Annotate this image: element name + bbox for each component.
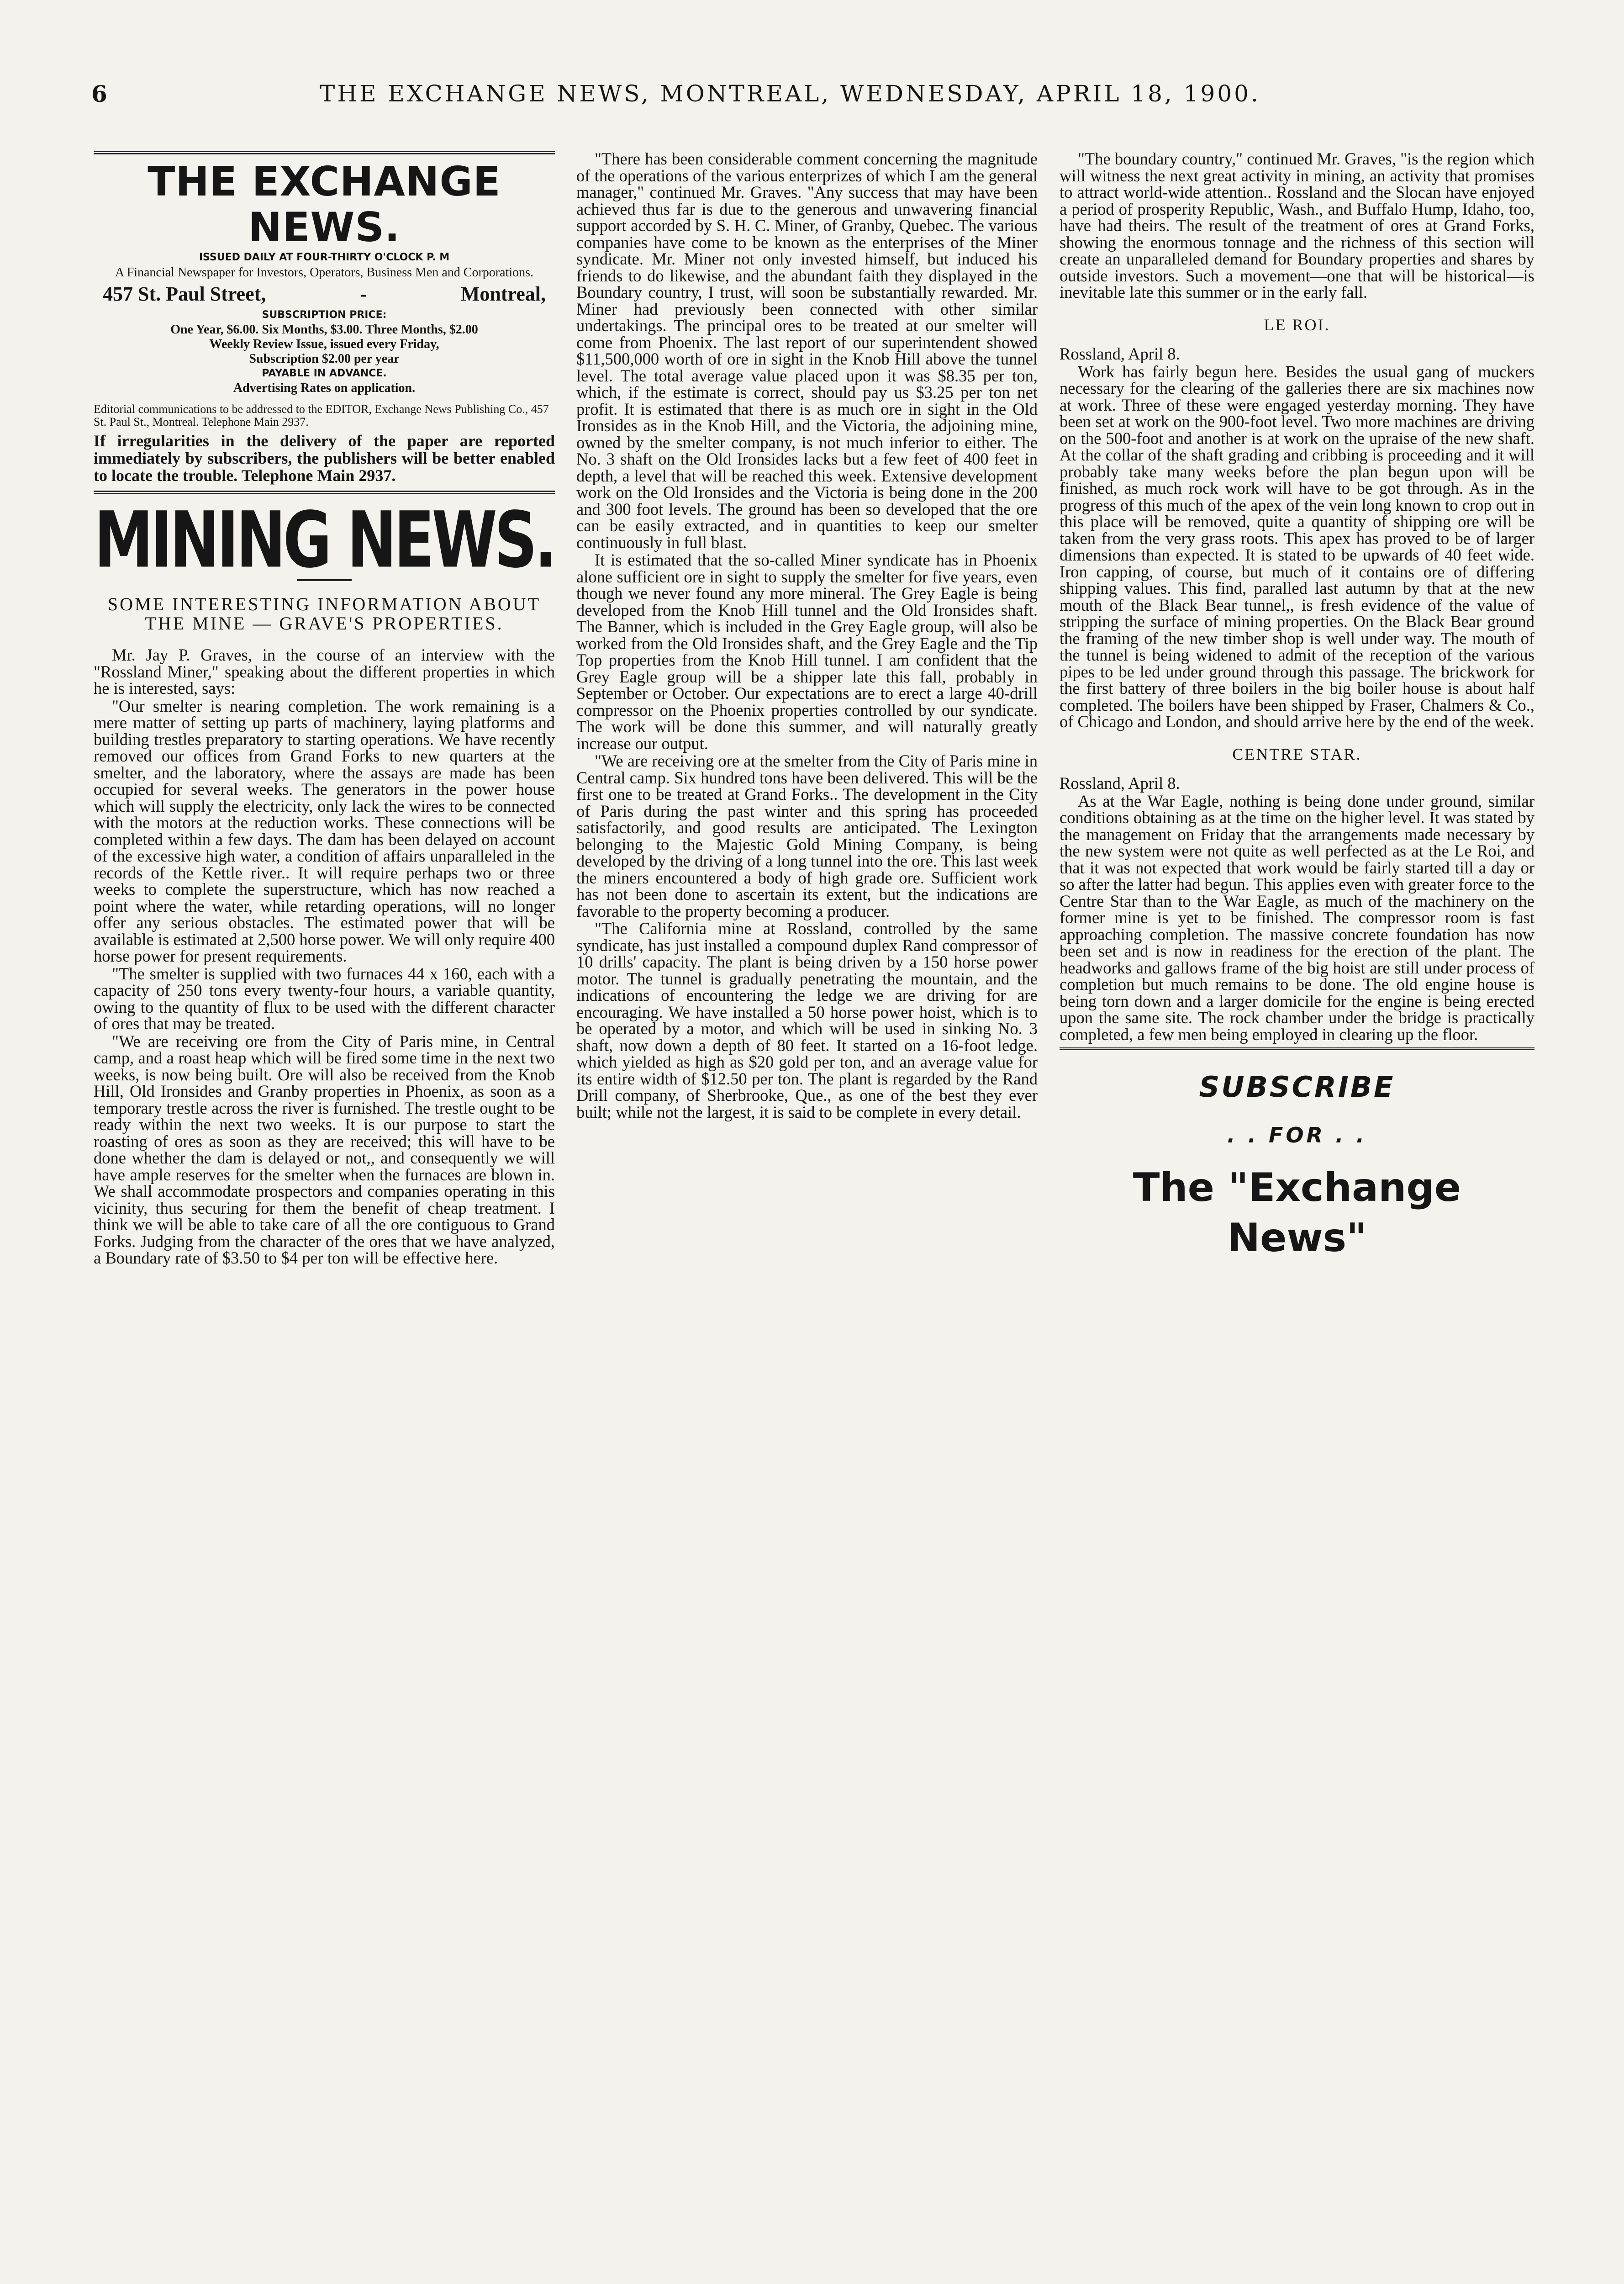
centre-star-dateline: Rossland, April 8. <box>1060 774 1180 793</box>
weekly-review: Weekly Review Issue, issued every Friday, <box>209 337 439 351</box>
le-roi-dateline: Rossland, April 8. <box>1060 344 1180 363</box>
article-paragraph: "We are receiving ore from the City of Paris mine, in Central camp, and a roast heap which will be fired some time in the next two weeks, is now being built. Ore will also be received from the Knob Hill, Old Ironsides and Granby properties in Phoenix, as soon as a temporary trestle across the river is furnished. The trestle ought to be ready within the next two weeks. It is our purpose to start the roasting of ores as soon as they are received; this will have to be done whether the dam is delayed or not,, and consequently we will have ample reserves for the smelter when the furnaces are blown in. We shall accommodate prospectors and companies operating in this vicinity, thus securing for them the benefit of cheap treatment. I think we will be able to take care of all the ore contiguous to Grand Forks. Judging from the character of the ores that we have analyzed, a Boundary rate of $3.50 to $4 per ton will be effective here. <box>94 1031 555 1267</box>
delivery-notice: If irregularities in the delivery of the paper are reported immediately by subscribers, the publishers will be better enabled to locate the trouble. Telephone Main 2937. <box>94 432 555 485</box>
article-paragraph: "We are receiving ore at the smelter from the City of Paris mine in Central camp. Six hundred tons have been delivered. This will be the first one to be treated at Grand Forks.. The development in the City of Paris during the past winter and this spring has proceeded satisfactorily, and good results are anticipated. The Lexington belonging to the Majestic Gold Mining Company, is being developed by the driving of a long tunnel into the ore. This last week the miners encountered a body of high grade ore. Sufficient work has not been done to ascertain its extent, but the indications are favorable to the property becoming a producer. <box>576 751 1038 920</box>
advert-subscribe: SUBSCRIBE <box>1199 1070 1395 1104</box>
centre-star-paragraph: As at the War Eagle, nothing is being done under ground, similar conditions obtaining as at the time on the higher level. It was stated by the management on Friday that the arrangements made necessary by the new system were not quite as well perfected as at the Le Roi, and that it was not expected that work would be fairly started till a day or so after the latter had begun. This applies even with greater force to the Centre Star than to the War Eagle, as much of the machinery on the former mine is yet to be finished. The compressor room is fast approaching completion. The massive concrete foundation has now been set and is now in readiness for the erection of the plant. The headworks and gallows frame of the big hoist are still under process of completion but much remains to be done. The old engine house is being torn down and a larger domicile for the engine is being erected upon the same site. The rock chamber under the bridge is practically completed, a few men being employed in clearing up the floor. <box>1060 791 1534 1044</box>
section-title: MINING NEWS. <box>94 495 554 585</box>
article-paragraph: "The boundary country," continued Mr. Graves, "is the region which will witness the next great activity in mining, an activity that promises to attract world-wide attention.. Rossland and the Slocan have enjoyed a period of prosperity Republic, Wash., and Buffalo Hump, Idaho, too, have had theirs. The result of the treatment of ores at Grand Forks, showing the enormous tonnage and the richness of this section will create an unparalleled demand for Boundary properties and shares by outside investors. Such a movement—one that will be historical—is inevitable late this summer or in the early fall. <box>1060 149 1534 301</box>
advert-paper-name: The "Exchange News" <box>1133 1165 1461 1261</box>
le-roi-paragraph: Work has fairly begun here. Besides the usual gang of muckers necessary for the clearing of the galleries there are six machines now at work. Three of these were engaged yesterday morning. They have been set at work on the 900-foot level. Two more machines are driving on the 500-foot and another is at work on the upraise of the new shaft. At the collar of the shaft grading and cribbing is proceeding and it will probably take many weeks before the plan begun upon will be finished, as much rock work will have to be got through. As in the progress of this much of the apex of the vein long known to crop out in this place will be removed, quite a quantity of shipping ore will be taken from the very grass roots. This apex has proved to be of larger dimensions than expected. It is stated to be upwards of 40 feet wide. Iron capping, of course, but much of it contains ore of differing shipping values. This find, paralled last autumn by that at the new mouth of the Black Bear tunnel,, is fresh evidence of the value of stripping the surface of mining properties. On the Black Bear ground the framing of the new timber shop is well under way. The mouth of the tunnel is being widened to admit of the reception of the various pipes to be led under ground through this passage. The brickwork for the first battery of three boilers in the big boiler house is about half completed. The boilers have been shipped by Fraser, Chalmers & Co., of Chicago and London, and should arrive here by the end of the week. <box>1060 362 1534 731</box>
header-line: THE EXCHANGE NEWS, MONTREAL, WEDNESDAY, APRIL 18, 1900. <box>320 80 1260 107</box>
address-dash: - <box>360 283 367 305</box>
advert-for: . . FOR . . <box>1227 1123 1367 1147</box>
payable-notice: PAYABLE IN ADVANCE. <box>262 368 387 379</box>
article-paragraph: "The smelter is supplied with two furnaces 44 x 160, each with a capacity of 250 tons every twenty-four hours, a variable quantity, owing to the quantity of flux to be used with the different character of ores that may be treated. <box>94 964 555 1033</box>
weekly-subscription: Subscription $2.00 per year <box>249 352 400 366</box>
le-roi-title: LE ROI. <box>1264 315 1330 334</box>
editorial-note: Editorial communications to be addressed to the EDITOR, Exchange News Publishing Co., 457 St. Paul St., Montreal. Telephone Main 2937. <box>94 402 549 428</box>
page-number: 6 <box>91 80 110 107</box>
article-headline: SOME INTERESTING INFORMATION ABOUT THE MINE — GRAVE'S PROPERTIES. <box>107 594 541 634</box>
column-2 <box>576 151 1038 1121</box>
subscription-heading: SUBSCRIPTION PRICE: <box>262 309 387 321</box>
masthead-address <box>94 280 555 308</box>
address-street: 457 St. Paul Street, <box>103 283 266 305</box>
article-paragraph: "The California mine at Rossland, controlled by the same syndicate, has just installed a compound duplex Rand compressor of 10 drills' capacity. The plant is being driven by a 150 horse power motor. The tunnel is gradually penetrating the mountain, and the indications of encountering the ledge we are driving for are encouraging. We have installed a 50 horse power hoist, which is to be operated by a motor, and which will be used in sinking No. 3 shaft, now down a depth of 80 feet. It started on a 16-foot ledge. which yielded as high as $20 gold per ton, and an average value for its entire width of $12.50 per ton. The plant is regarded by the Rand Drill company, of Sherbrooke, Que., as one of the best they ever built; while not the largest, it is said to be complete in every detail. <box>576 919 1038 1121</box>
masthead-title: THE EXCHANGE NEWS. <box>148 158 501 251</box>
masthead-issued: ISSUED DAILY AT FOUR-THIRTY O'CLOCK P. M <box>199 252 450 263</box>
column-end-rule <box>1060 1047 1534 1050</box>
article-paragraph: "There has been considerable comment concerning the magnitude of the operations of the various enterprizes of which I am the general manager," continued Mr. Graves. "Any success that may have been achieved thus far is due to the generous and unwavering financial support accorded by S. H. C. Miner, of Granby, Quebec. The various companies have come to be known as the enterprises of the Miner syndicate. Mr. Miner not only invested himself, but induced his friends to do likewise, and the abundant faith they displayed in the Boundary country, I trust, will soon be substantially rewarded. Mr. Miner had previously been connected with other similar undertakings. The principal ores to be treated at our smelter will come from Phoenix. The last report of our superintendent showed $11,500,000 worth of ore in sight in the Knob Hill above the tunnel level. The total average value placed upon it was $8.35 per ton, which, if the estimate is correct, should pay us $3.25 per ton net profit. It is estimated that there is as much ore in sight in the Old Ironsides as in the Knob Hill, and the Victoria, the adjoining mine, owned by the smelter company, is not much inferior to either. The No. 3 shaft on the Old Ironsides lacks but a few feet of 400 feet in depth, a level that will be reached this week. Extensive development work on the Old Ironsides and the Victoria is being done in the 200 and 300 foot levels. The ground has been so developed that the ore can be easily extracted, and in quantities to keep our smelter continuously in full blast. <box>576 149 1038 552</box>
article-paragraph: Mr. Jay P. Graves, in the course of an interview with the "Rossland Miner," speaking about the different properties in which he is interested, says: <box>94 645 555 698</box>
address-city: Montreal, <box>460 283 546 305</box>
column-1 <box>94 151 555 1268</box>
article-paragraph: It is estimated that the so-called Miner syndicate has in Phoenix alone sufficient ore in sight to supply the smelter for five years, even though we never found any more mineral. The Grey Eagle is being developed from the Knob Hill tunnel and the Old Ironsides shaft. The Banner, which is included in the Grey Eagle group, will also be worked from the Old Ironsides shaft, and the Grey Eagle and the Tip Top properties from the Knob Hill tunnel. I am confident that the Grey Eagle group will be a shipper late this fall, probably in September or October. Our expectations are to erect a large 40-drill compressor on the Phoenix properties controlled by our syndicate. The work will be done this summer, and will naturally greatly increase our output. <box>576 550 1038 753</box>
article-paragraph: "Our smelter is nearing completion. The work remaining is a mere matter of setting up parts of machinery, laying platforms and building trestles preparatory to starting operations. We have recently removed our offices from Grand Forks to new quarters at the smelter, and the laboratory, where the assays are made has been occupied for several weeks. The generators in the power house which will supply the electricity, only lack the wires to be connected with the motors at the reduction works. These connections will be completed within a few days. The dam has been delayed on account of the excessive high water, a condition of affairs unparalleled in the records of the Kettle river.. It will require perhaps two or three weeks to complete the superstructure, which has now reached a point where the water, while retarding operations, will no longer offer any serious obstacles. The estimated power that will be available is estimated at 2,500 horse power. We will only require 400 horse power for present requirements. <box>94 696 555 965</box>
subscribe-advert <box>1060 1067 1534 1263</box>
subscription-rates: One Year, $6.00. Six Months, $3.00. Three Months, $2.00 <box>170 323 478 337</box>
column-3 <box>1060 151 1534 1263</box>
masthead-tagline: A Financial Newspaper for Investors, Operators, Business Men and Corporations. <box>115 265 534 280</box>
masthead <box>94 151 555 494</box>
advertising-rates: Advertising Rates on application. <box>233 381 416 395</box>
centre-star-title: CENTRE STAR. <box>1232 745 1362 763</box>
